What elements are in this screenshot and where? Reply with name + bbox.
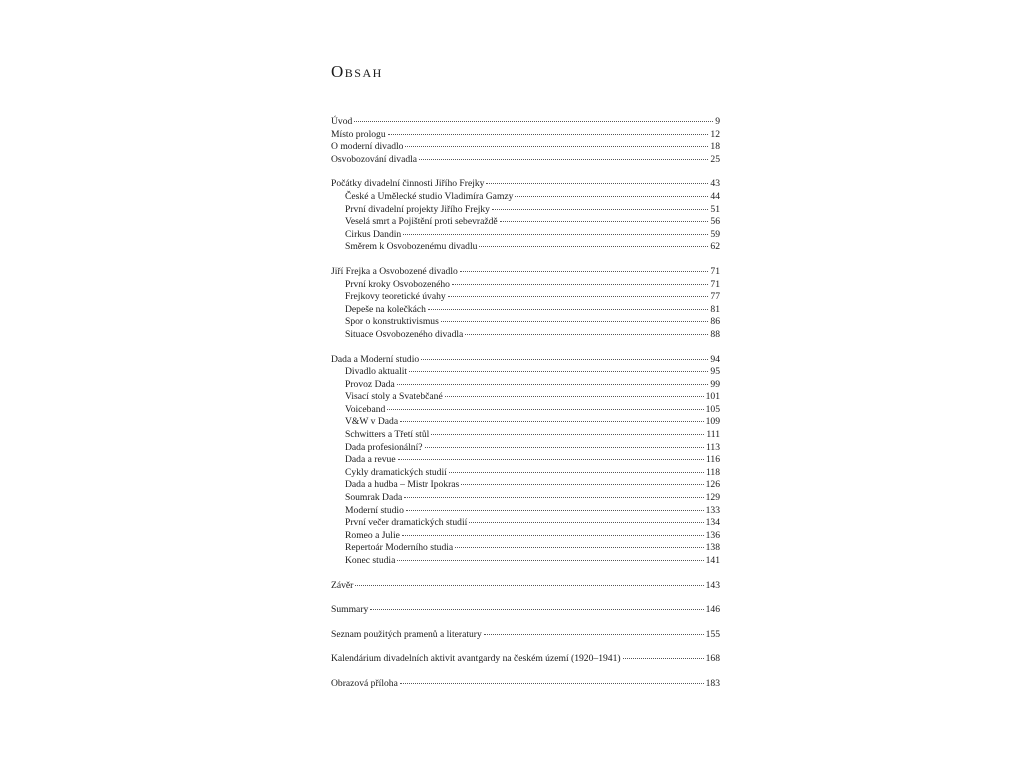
toc-section bbox=[331, 266, 720, 342]
toc-entry-label: Spor o konstruktivismus bbox=[345, 316, 439, 328]
toc-entry-label: Frejkovy teoretické úvahy bbox=[345, 291, 446, 303]
dot-leader bbox=[500, 220, 709, 222]
toc-page-number: 9 bbox=[715, 116, 720, 127]
toc-subentry bbox=[331, 505, 720, 518]
dot-leader bbox=[465, 333, 708, 335]
toc-page-number: 126 bbox=[705, 479, 720, 491]
toc-entry-label: První večer dramatických studií bbox=[345, 517, 468, 529]
toc-page-number: 62 bbox=[710, 241, 720, 253]
toc-entry bbox=[331, 580, 720, 593]
dot-leader bbox=[461, 483, 703, 485]
dot-leader bbox=[484, 633, 704, 635]
toc-entry bbox=[331, 629, 720, 642]
toc-page-number: 95 bbox=[710, 366, 720, 378]
toc-subentry bbox=[331, 542, 720, 555]
dot-leader bbox=[409, 370, 708, 372]
toc-entry-label: Dada a hudba – Mistr Ipokras bbox=[345, 479, 460, 491]
dot-leader bbox=[404, 496, 703, 498]
dot-leader bbox=[515, 195, 708, 197]
toc-entry-label: Voiceband bbox=[345, 403, 386, 415]
toc-page-number: 101 bbox=[705, 391, 720, 403]
dot-leader bbox=[486, 182, 708, 184]
dot-leader bbox=[445, 395, 704, 397]
toc-subentry bbox=[331, 291, 720, 304]
toc-entry-label: Moderní studio bbox=[345, 504, 404, 516]
toc-entry-label: Jiří Frejka a Osvobozené divadlo bbox=[331, 265, 458, 277]
toc-section bbox=[331, 354, 720, 568]
toc-section bbox=[331, 116, 720, 166]
toc-entry-label: Osvobozování divadla bbox=[331, 153, 418, 165]
dot-leader bbox=[400, 420, 704, 422]
toc-entry bbox=[331, 129, 720, 142]
toc-page-number: 138 bbox=[705, 542, 720, 554]
toc-page-number: 71 bbox=[710, 278, 720, 290]
toc-section bbox=[331, 580, 720, 593]
toc-page-number: 116 bbox=[705, 454, 720, 466]
toc-entry bbox=[331, 266, 720, 279]
toc-page-number: 77 bbox=[710, 291, 720, 303]
toc-page-number: 99 bbox=[710, 378, 720, 390]
toc-subentry bbox=[331, 329, 720, 342]
toc-entry-label: Repertoár Moderního studia bbox=[345, 542, 454, 554]
dot-leader bbox=[479, 245, 708, 247]
dot-leader bbox=[402, 534, 704, 536]
dot-leader bbox=[387, 408, 703, 410]
toc-page-number: 136 bbox=[705, 529, 720, 541]
dot-leader bbox=[421, 358, 708, 360]
dot-leader bbox=[370, 608, 703, 610]
toc-entry-label: Dada a revue bbox=[345, 454, 396, 466]
toc-entry bbox=[331, 678, 720, 691]
toc-section bbox=[331, 653, 720, 666]
dot-leader bbox=[354, 120, 713, 122]
toc-entry-label: První kroky Osvobozeného bbox=[345, 278, 450, 290]
toc-page-number: 71 bbox=[710, 265, 720, 277]
toc-page-number: 86 bbox=[710, 316, 720, 328]
toc-subentry bbox=[331, 241, 720, 254]
toc-entry-label: Obrazová příloha bbox=[331, 677, 398, 689]
toc-entry-label: Depeše na kolečkách bbox=[345, 303, 426, 315]
toc-entry-label: Počátky divadelní činnosti Jiřího Frejky bbox=[331, 178, 485, 190]
toc-page-number: 43 bbox=[710, 178, 720, 190]
dot-leader bbox=[403, 233, 708, 235]
toc-subentry bbox=[331, 379, 720, 392]
dot-leader bbox=[428, 308, 708, 310]
dot-leader bbox=[448, 295, 709, 297]
toc-page-number: 141 bbox=[705, 555, 720, 566]
toc-subentry bbox=[331, 479, 720, 492]
toc-subentry bbox=[331, 229, 720, 242]
toc-page-number: 183 bbox=[705, 677, 720, 689]
toc-page-number: 94 bbox=[710, 353, 720, 365]
dot-leader bbox=[425, 446, 704, 448]
dot-leader bbox=[469, 521, 703, 523]
dot-leader bbox=[397, 559, 703, 561]
toc-entry-label: Provoz Dada bbox=[345, 378, 395, 390]
toc-entry-label: Veselá smrt a Pojištění proti sebevraždě bbox=[345, 216, 498, 228]
toc-page-number: 51 bbox=[710, 203, 720, 215]
toc-page-number: 109 bbox=[705, 416, 720, 428]
toc-subentry bbox=[331, 391, 720, 404]
dot-leader bbox=[449, 471, 704, 473]
toc-title: Obsah bbox=[331, 62, 383, 81]
toc-subentry bbox=[331, 316, 720, 329]
toc-page-number: 155 bbox=[705, 628, 720, 640]
dot-leader bbox=[492, 208, 708, 210]
toc-entry-label: Schwitters a Třetí stůl bbox=[345, 429, 430, 441]
dot-leader bbox=[405, 145, 708, 147]
dot-leader bbox=[400, 682, 704, 684]
toc-page-number: 168 bbox=[705, 653, 720, 665]
toc-subentry bbox=[331, 304, 720, 317]
toc-entry-label: V&W v Dada bbox=[345, 416, 399, 428]
toc-subentry bbox=[331, 555, 720, 568]
toc-entry-label: Cirkus Dandin bbox=[345, 228, 402, 240]
toc-subentry bbox=[331, 416, 720, 429]
toc-page-number: 56 bbox=[710, 216, 720, 228]
toc-section bbox=[331, 678, 720, 691]
toc-page-number: 133 bbox=[705, 504, 720, 516]
toc-page-number: 59 bbox=[710, 228, 720, 240]
toc-section bbox=[331, 178, 720, 254]
toc-entry-label: Soumrak Dada bbox=[345, 492, 403, 504]
toc-page-number: 111 bbox=[706, 429, 720, 441]
toc-page-number: 18 bbox=[710, 141, 720, 153]
toc-entry-label: Cykly dramatických studií bbox=[345, 466, 447, 478]
toc-entry-label: Konec studia bbox=[345, 555, 396, 566]
toc-entry-label: Visací stoly a Svatebčané bbox=[345, 391, 443, 403]
toc-page-number: 105 bbox=[705, 403, 720, 415]
toc-page-number: 146 bbox=[705, 604, 720, 616]
toc-entry bbox=[331, 653, 720, 666]
toc-subentry bbox=[331, 191, 720, 204]
table-of-contents bbox=[331, 116, 720, 703]
toc-entry-label: První divadelní projekty Jiřího Frejky bbox=[345, 203, 490, 215]
toc-subentry bbox=[331, 216, 720, 229]
toc-page-number: 134 bbox=[705, 517, 720, 529]
toc-page-number: 143 bbox=[705, 579, 720, 591]
toc-entry-label: Kalendárium divadelních aktivit avantgardy na českém území (1920–1941) bbox=[331, 653, 621, 665]
toc-entry-label: Místo prologu bbox=[331, 128, 386, 140]
toc-subentry bbox=[331, 530, 720, 543]
toc-entry-label: Směrem k Osvobozenému divadlu bbox=[345, 241, 478, 253]
toc-subentry bbox=[331, 279, 720, 292]
toc-subentry bbox=[331, 467, 720, 480]
toc-entry-label: O moderní divadlo bbox=[331, 141, 404, 153]
toc-page-number: 129 bbox=[705, 492, 720, 504]
toc-section bbox=[331, 629, 720, 642]
dot-leader bbox=[460, 270, 709, 272]
toc-page-number: 25 bbox=[710, 153, 720, 165]
toc-entry-label: Situace Osvobozeného divadla bbox=[345, 328, 464, 340]
toc-entry-label: Dada a Moderní studio bbox=[331, 353, 420, 365]
dot-leader bbox=[441, 320, 709, 322]
dot-leader bbox=[431, 433, 704, 435]
toc-subentry bbox=[331, 517, 720, 530]
toc-subentry bbox=[331, 404, 720, 417]
toc-page-number: 88 bbox=[710, 328, 720, 340]
toc-subentry bbox=[331, 442, 720, 455]
dot-leader bbox=[452, 283, 708, 285]
toc-entry bbox=[331, 604, 720, 617]
toc-entry-label: Úvod bbox=[331, 116, 353, 127]
toc-section bbox=[331, 604, 720, 617]
toc-entry bbox=[331, 116, 720, 129]
dot-leader bbox=[455, 546, 703, 548]
toc-subentry bbox=[331, 429, 720, 442]
toc-page-number: 118 bbox=[705, 466, 720, 478]
dot-leader bbox=[397, 383, 709, 385]
toc-entry-label: České a Umělecké studio Vladimíra Gamzy bbox=[345, 190, 514, 202]
dot-leader bbox=[406, 509, 704, 511]
dot-leader bbox=[398, 458, 704, 460]
dot-leader bbox=[355, 584, 703, 586]
toc-page-number: 81 bbox=[710, 303, 720, 315]
dot-leader bbox=[623, 657, 704, 659]
toc-page-number: 12 bbox=[710, 128, 720, 140]
toc-entry bbox=[331, 354, 720, 367]
toc-subentry bbox=[331, 204, 720, 217]
toc-entry bbox=[331, 141, 720, 154]
toc-subentry bbox=[331, 454, 720, 467]
toc-entry-label: Divadlo aktualit bbox=[345, 366, 408, 378]
toc-entry-label: Romeo a Julie bbox=[345, 529, 400, 541]
toc-entry-label: Závěr bbox=[331, 579, 354, 591]
toc-entry-label: Dada profesionální? bbox=[345, 441, 423, 453]
toc-entry bbox=[331, 178, 720, 191]
toc-entry-label: Seznam použitých pramenů a literatury bbox=[331, 628, 482, 640]
toc-entry-label: Summary bbox=[331, 604, 369, 616]
toc-page-number: 44 bbox=[710, 190, 720, 202]
dot-leader bbox=[388, 133, 709, 135]
toc-subentry bbox=[331, 492, 720, 505]
toc-page-number: 113 bbox=[705, 441, 720, 453]
toc-subentry bbox=[331, 366, 720, 379]
dot-leader bbox=[419, 158, 708, 160]
toc-entry bbox=[331, 154, 720, 167]
